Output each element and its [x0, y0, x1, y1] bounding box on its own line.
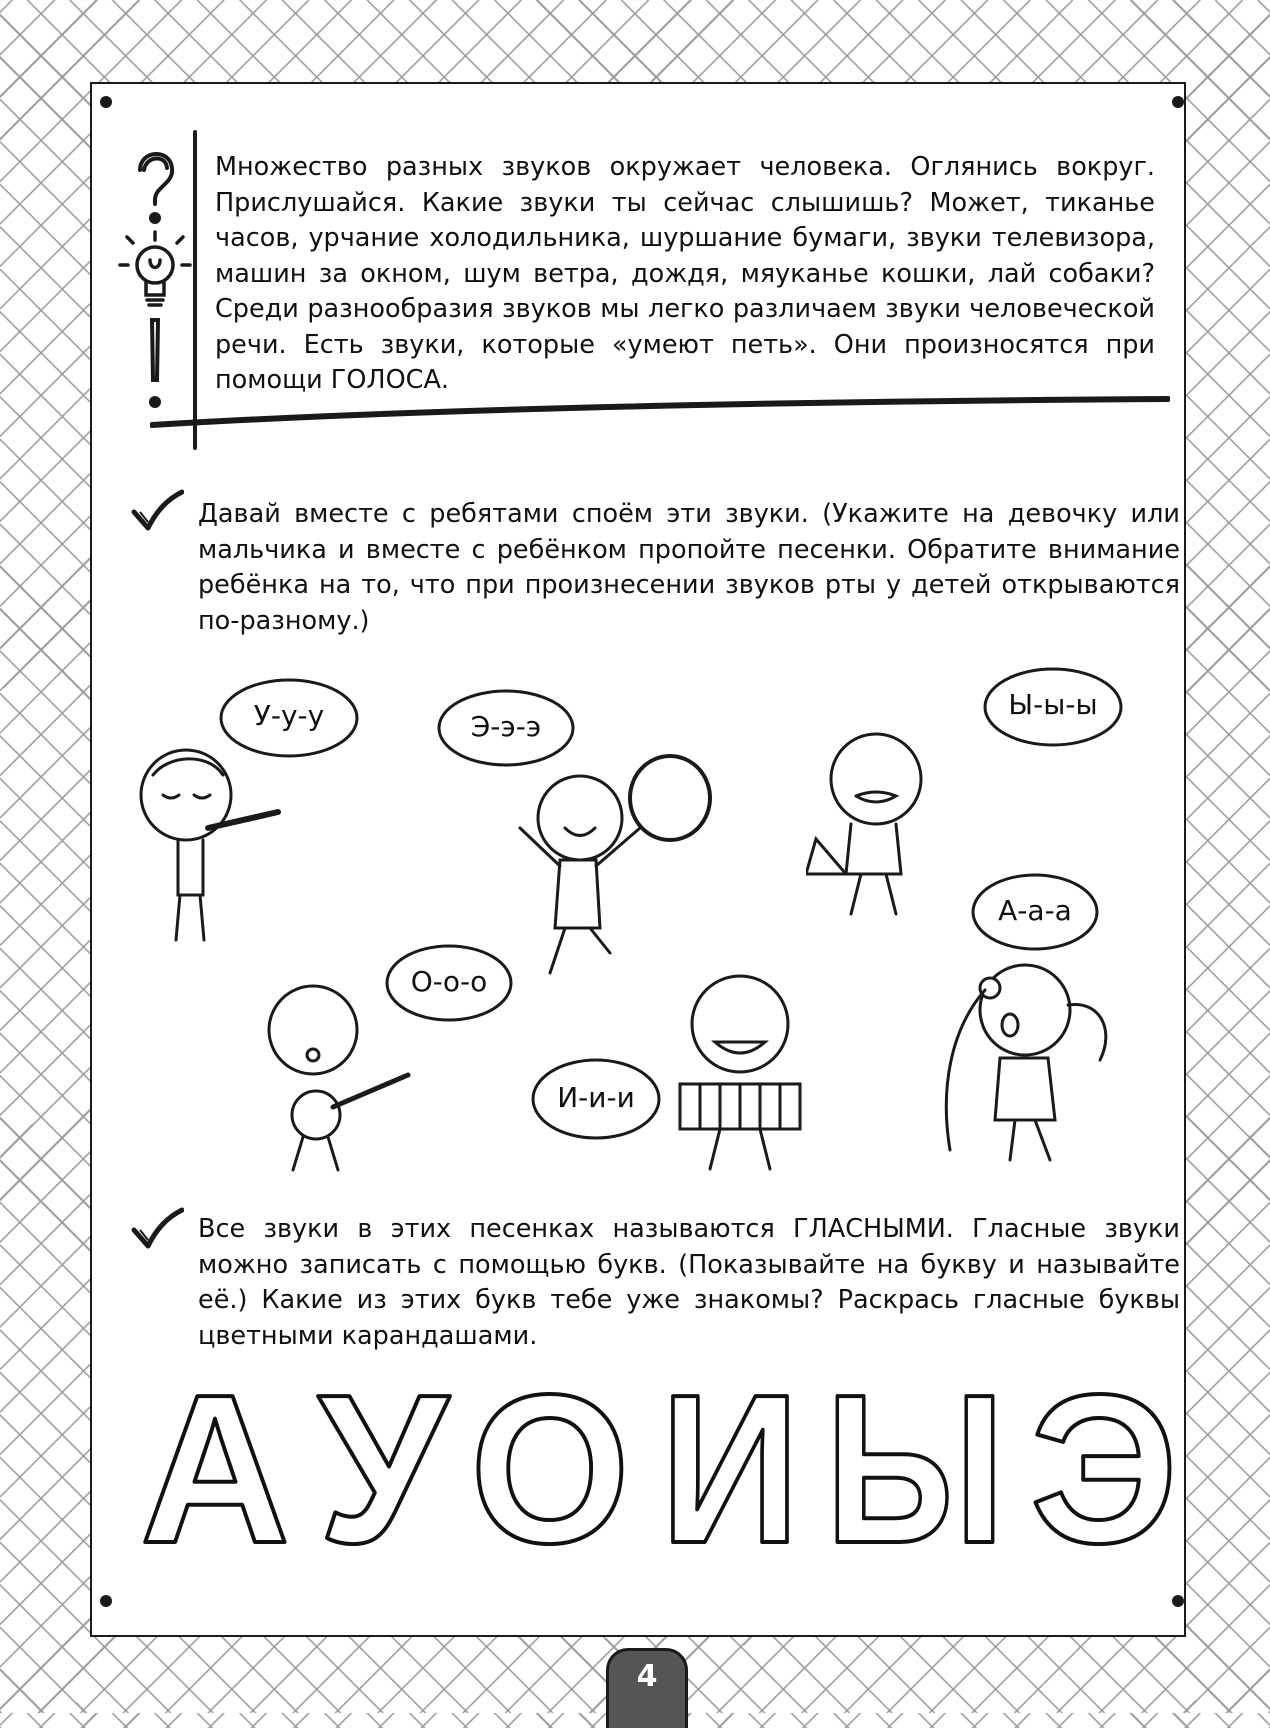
pin-bottom-left	[100, 1595, 112, 1607]
pin-bottom-right	[1172, 1595, 1184, 1607]
bubble-label-e: Э-э-э	[470, 710, 542, 743]
pin-top-left	[100, 96, 112, 108]
letter-o[interactable]: О	[470, 1366, 630, 1546]
letter-i[interactable]: И	[660, 1366, 800, 1546]
bubble-label-u: У-у-у	[253, 699, 325, 732]
boy-with-triangle	[806, 724, 986, 924]
speech-bubble-y	[982, 666, 1124, 748]
task-color-paragraph: Все звуки в этих песенках называются ГЛАСНЫМИ. Гласные звуки можно записать с помощью букв. (Показывайте на букву и называйте её.) Какие из этих букв тебе уже знакомы? Раскрась гласные буквы цветными карандашами.	[198, 1214, 1180, 1351]
letter-u[interactable]: У	[318, 1366, 451, 1546]
bubble-label-a: А-а-а	[998, 894, 1072, 927]
bubble-label-o: О-о-о	[410, 965, 488, 998]
task-sing-paragraph: Давай вместе с ребятами споём эти звуки. (Укажите на девочку или мальчика и вместе с ребёнком пропойте песенки. Обратите внимание ребёнка на то, что при произнесении звуков рты у детей открываются по-разному.)	[198, 499, 1180, 636]
exclamation-mark-icon	[151, 320, 159, 406]
checkmark-icon-2	[130, 1206, 184, 1252]
letter-a[interactable]: А	[140, 1366, 290, 1546]
girl-with-banjo	[238, 975, 418, 1175]
intro-paragraph: Множество разных звуков окружает человека. Оглянись вокруг. Прислушайся. Какие звуки ты сейчас слышишь? Может, тиканье часов, урчание холодильника, шуршание бумаги, звуки телевизора, машин за окном, шум ветра, дождя, мяуканье кошки, лай собаки? Среди разнообразия звуков мы легко различаем звуки человеческой речи. Есть звуки, которые «умеют петь». Они произносятся при помощи ГОЛОСА.	[215, 152, 1155, 395]
letter-y[interactable]: Ы	[825, 1366, 1005, 1546]
question-mark-icon	[140, 154, 172, 222]
girl-with-tambourine	[500, 748, 730, 978]
checkmark-icon	[130, 488, 184, 534]
bubble-label-y: Ы-ы-ы	[1008, 688, 1098, 721]
boy-with-flute	[128, 740, 303, 950]
speech-bubble-a	[970, 872, 1100, 952]
pin-top-right	[1172, 96, 1184, 108]
page-number: 4	[636, 1659, 658, 1694]
page-number-tab	[606, 1648, 688, 1728]
girl-with-microphone	[930, 950, 1130, 1170]
lightbulb-icon	[120, 232, 190, 305]
bubble-label-i: И-и-и	[557, 1081, 635, 1114]
intro-divider-horizontal	[150, 395, 1170, 435]
letter-e[interactable]: Э	[1030, 1366, 1178, 1546]
speech-bubble-i	[530, 1057, 662, 1141]
vowel-letters	[140, 1366, 1180, 1546]
boy-with-accordion	[660, 964, 830, 1174]
